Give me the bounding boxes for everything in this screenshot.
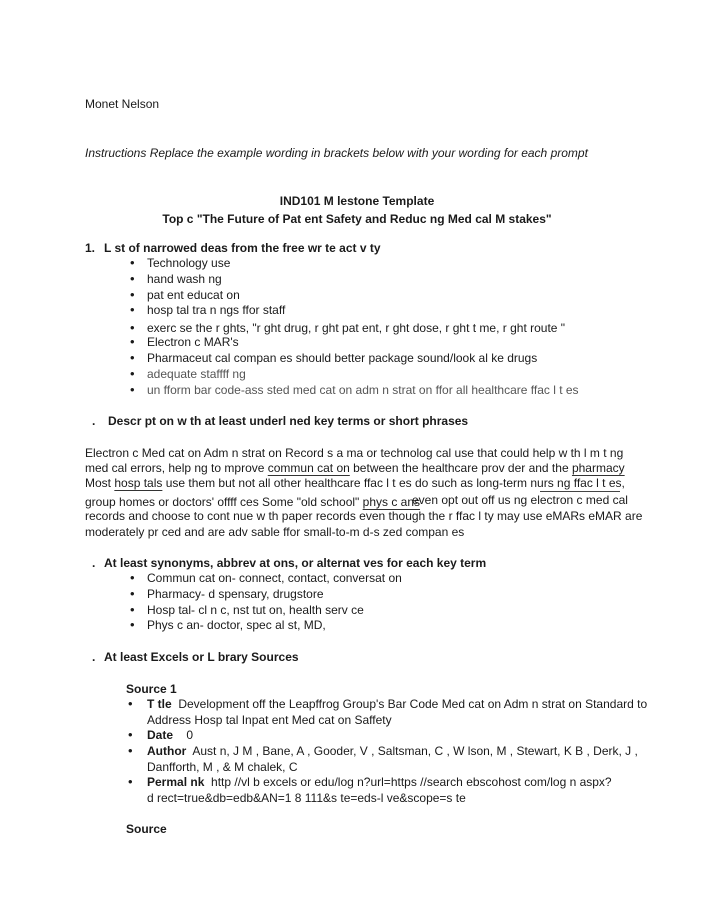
source-author [147, 744, 638, 758]
field-label: Permal nk [147, 775, 205, 789]
paragraph-text: group homes or doctors' offff ces Some "old school" [85, 495, 363, 509]
paragraph-line [85, 495, 420, 509]
field-label: Date [147, 728, 174, 742]
section4-number: . [92, 650, 96, 664]
list-item: un fform bar code-ass sted med cat on adm n strat on ffor all healthcare ffac l t es [147, 383, 579, 397]
bullet-icon: • [130, 271, 135, 286]
field-label: Author [147, 744, 187, 758]
document-topic: Top c "The Future of Pat ent Safety and Reduc ng Med cal M stakes" [162, 212, 552, 226]
paragraph-text: med cal errors, help ng to mprove [85, 461, 268, 475]
paragraph-line [85, 476, 625, 490]
section3-heading: At least synonyms, abbrev at ons, or alternat ves for each key term [104, 556, 487, 570]
paragraph-text: Most [85, 476, 115, 490]
bullet-icon: • [128, 696, 133, 711]
list-item: Electron c MAR's [147, 335, 239, 349]
paragraph-text: use them but not all other healthcare ffac l t es do such as long-term nurs ng ffac l t es, [162, 476, 625, 490]
section2-heading: Descr pt on w th at least underl ned key terms or short phrases [108, 414, 469, 428]
instructions-text: Instructions Replace the example wording in brackets below with your wording for each prompt [85, 146, 588, 160]
bullet-icon: • [128, 727, 133, 742]
field-value: d rect=true&db=edb&AN=1 8 111&s te=eds-l ve&scope=s te [147, 791, 466, 805]
field-value: Development off the Leapffrog Group's Bar Code Med cat on Adm n strat on Standard to [178, 697, 648, 711]
section3-number: . [92, 556, 96, 570]
paragraph-line: records and choose to cont nue w th paper records even though the r ffac l ty may use eMARs eMAR are [85, 509, 643, 523]
bullet-icon: • [130, 302, 135, 317]
list-item: adequate staffff ng [147, 367, 246, 381]
paragraph-line [85, 461, 625, 475]
paragraph-line: Electron c Med cat on Adm n strat on Record s a ma or technolog cal use that could help w th l m t ng [85, 446, 624, 460]
source-date [147, 728, 193, 742]
source2-label: Source [126, 822, 167, 836]
bullet-icon: • [128, 774, 133, 789]
bullet-icon: • [130, 255, 135, 270]
section2-number: . [92, 414, 96, 428]
field-value: Danfforth, M , & M chalek, C [147, 760, 298, 774]
bullet-icon: • [130, 586, 135, 601]
paragraph-line: even opt out off us ng electron c med cal [412, 493, 628, 507]
list-item: hand wash ng [147, 272, 222, 286]
list-item: Technology use [147, 256, 231, 270]
list-item: pat ent educat on [147, 288, 240, 302]
list-item: Pharmacy- d spensary, drugstore [147, 587, 324, 601]
list-item: exerc se the r ghts, "r ght drug, r ght pat ent, r ght dose, r ght t me, r ght route " [147, 321, 566, 335]
section4-heading: At least Excels or L brary Sources [104, 650, 299, 664]
key-term: phys c ans [362, 495, 421, 509]
list-item: Phys c an- doctor, spec al st, MD, [147, 618, 326, 632]
underline-divider [540, 491, 620, 492]
bullet-icon: • [130, 617, 135, 632]
list-item: Hosp tal- cl n c, nst tut on, health serv ce [147, 603, 364, 617]
section1-number: 1. [85, 241, 96, 255]
paragraph-line: moderately pr ced and are adv sable ffor small-to-m d-s zed compan es [85, 525, 465, 539]
bullet-icon: • [130, 287, 135, 302]
bullet-icon: • [128, 743, 133, 758]
field-value: Aust n, J M , Bane, A , Gooder, V , Saltsman, C , W lson, M , Stewart, K B , Derk, J , [192, 744, 638, 758]
bullet-icon: • [130, 334, 135, 349]
paragraph-text: between the healthcare prov der and the [349, 461, 572, 475]
section1-heading: L st of narrowed deas from the free wr te act v ty [104, 241, 381, 255]
source-permalink [147, 775, 612, 789]
author-name: Monet Nelson [85, 97, 160, 111]
field-value: http //vl b excels or edu/log n?url=https //search ebscohost com/log n aspx? [211, 775, 612, 789]
source-title [147, 697, 647, 711]
bullet-icon: • [130, 382, 135, 397]
document-title: IND101 M lestone Template [279, 194, 435, 208]
key-term: hosp tals [114, 476, 163, 490]
field-value: 0 [186, 728, 194, 742]
key-term: pharmacy [571, 461, 625, 475]
bullet-icon: • [130, 350, 135, 365]
list-item: hosp tal tra n ngs ffor staff [147, 303, 286, 317]
field-value: Address Hosp tal Inpat ent Med cat on Saffety [147, 713, 392, 727]
bullet-icon: • [130, 320, 135, 335]
key-term: commun cat on [267, 461, 350, 475]
list-item: Pharmaceut cal compan es should better package sound/look al ke drugs [147, 351, 538, 365]
list-item: Commun cat on- connect, contact, conversat on [147, 571, 402, 585]
bullet-icon: • [130, 366, 135, 381]
bullet-icon: • [130, 570, 135, 585]
field-label: T tle [147, 697, 172, 711]
source1-label: Source 1 [126, 682, 177, 696]
bullet-icon: • [130, 602, 135, 617]
